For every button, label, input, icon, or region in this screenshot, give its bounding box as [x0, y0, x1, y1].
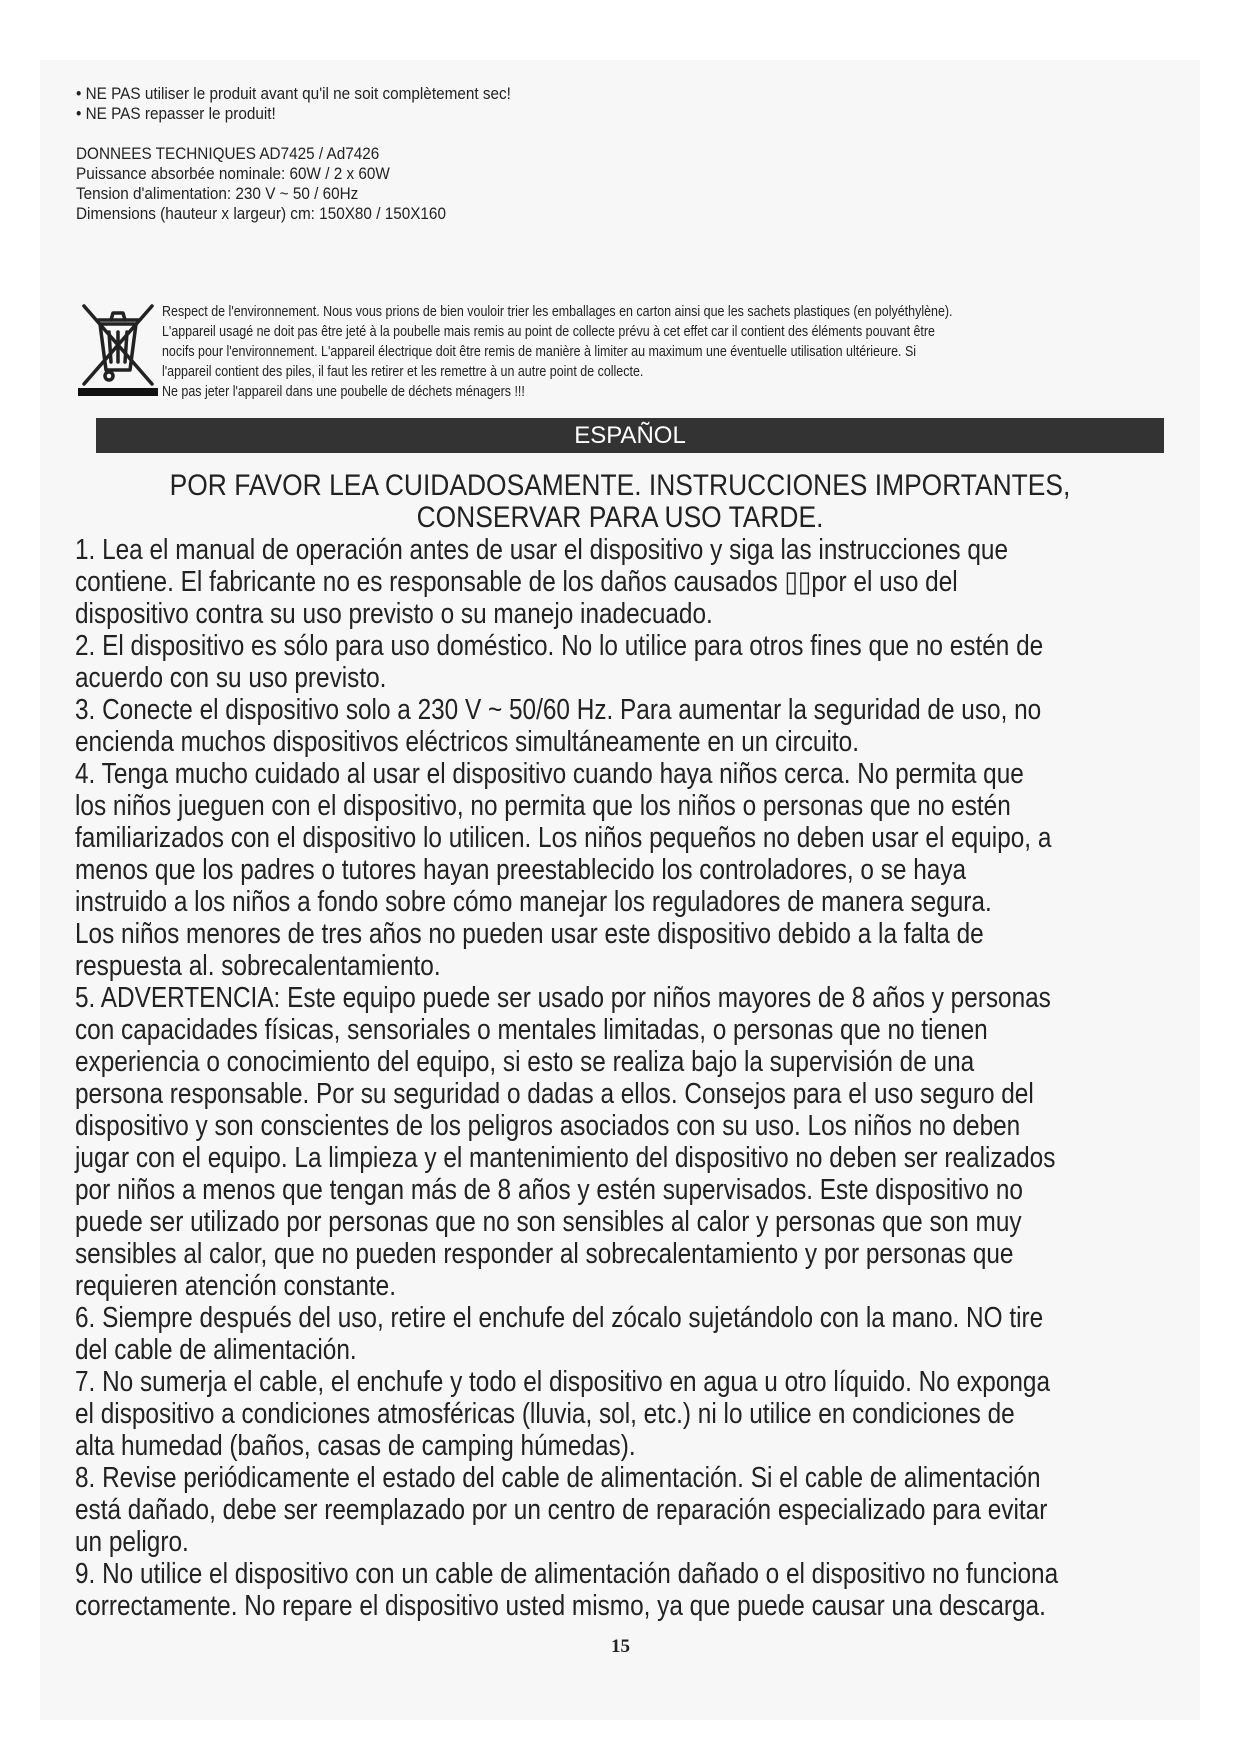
tech-data-title: DONNEES TECHNIQUES AD7425 / Ad7426 [76, 144, 380, 163]
instruction-line: 6. Siempre después del uso, retire el enchufe del zócalo sujetándolo con la mano. NO tire [75, 1302, 1044, 1334]
environment-line: l'appareil contient des piles, il faut les retirer et les remettre à un autre point de collecte. [162, 364, 644, 380]
instruction-line: puede ser utilizado por personas que no son sensibles al calor y personas que son muy [75, 1206, 1022, 1238]
instruction-line: por niños a menos que tengan más de 8 años y estén supervisados. Este dispositivo no [75, 1174, 1023, 1206]
instruction-line: el dispositivo a condiciones atmosféricas (lluvia, sol, etc.) ni lo utilice en condiciones de [75, 1398, 1015, 1430]
heading-line: POR FAVOR LEA CUIDADOSAMENTE. INSTRUCCIONES IMPORTANTES, [169, 469, 1071, 502]
warning-line: • NE PAS repasser le produit! [76, 104, 276, 123]
instructions-heading [80, 470, 1160, 534]
instruction-line: Los niños menores de tres años no pueden usar este dispositivo debido a la falta de [75, 918, 984, 950]
instruction-line: los niños jueguen con el dispositivo, no permita que los niños o personas que no estén [75, 790, 1011, 822]
instruction-line: acuerdo con su uso previsto. [75, 662, 387, 694]
instruction-line: 2. El dispositivo es sólo para uso doméstico. No lo utilice para otros fines que no estén de [75, 630, 1044, 662]
environment-line: Respect de l'environnement. Nous vous prions de bien vouloir trier les emballages en carton ainsi que les sachets plastiques (en polyéthylène). [162, 304, 953, 320]
language-section-bar: ESPAÑOL [96, 418, 1164, 453]
instruction-line: 8. Revise periódicamente el estado del cable de alimentación. Si el cable de alimentación [75, 1462, 1041, 1494]
instruction-line: 5. ADVERTENCIA: Este equipo puede ser usado por niños mayores de 8 años y personas [75, 982, 1051, 1014]
page-number: 15 [611, 1636, 630, 1657]
instruction-line: dispositivo y son conscientes de los peligros asociados con su uso. Los niños no deben [75, 1110, 1021, 1142]
tech-data-line: Dimensions (hauteur x largeur) cm: 150X80 / 150X160 [76, 204, 446, 223]
environment-notice [78, 298, 1188, 408]
instruction-line: del cable de alimentación. [75, 1334, 357, 1366]
safety-instructions [75, 534, 1167, 1622]
tech-data-line: Tension d'alimentation: 230 V ~ 50 / 60Hz [76, 184, 359, 203]
warning-line: • NE PAS utiliser le produit avant qu'il ne soit complètement sec! [76, 84, 511, 103]
instruction-line: un peligro. [75, 1526, 189, 1558]
instruction-line: familiarizados con el dispositivo lo utilicen. Los niños pequeños no deben usar el equipo, a [75, 822, 1052, 854]
instruction-line: encienda muchos dispositivos eléctricos simultáneamente en un circuito. [75, 726, 859, 758]
instruction-line: dispositivo contra su uso previsto o su manejo inadecuado. [75, 598, 713, 630]
crossed-out-wheelie-bin-icon [78, 298, 158, 398]
french-technical-section [76, 84, 1066, 224]
instruction-line: 3. Conecte el dispositivo solo a 230 V ~ 50/60 Hz. Para aumentar la seguridad de uso, no [75, 694, 1042, 726]
instruction-line: persona responsable. Por su seguridad o dadas a ellos. Consejos para el uso seguro del [75, 1078, 1034, 1110]
tech-data-line: Puissance absorbée nominale: 60W / 2 x 60W [76, 164, 390, 183]
instruction-line: alta humedad (baños, casas de camping húmedas). [75, 1430, 636, 1462]
environment-text [162, 302, 1220, 402]
instruction-line: con capacidades físicas, sensoriales o mentales limitadas, o personas que no tienen [75, 1014, 988, 1046]
instruction-line: 9. No utilice el dispositivo con un cable de alimentación dañado o el dispositivo no funciona [75, 1558, 1059, 1590]
instruction-line: contiene. El fabricante no es responsable de los daños causados ▯▯por el uso del [75, 566, 958, 598]
environment-line: L'appareil usagé ne doit pas être jeté à la poubelle mais remis au point de collecte prévu à cet effet car il contient des éléments pouvant être [162, 324, 935, 340]
environment-line: Ne pas jeter l'appareil dans une poubelle de déchets ménagers !!! [162, 384, 525, 400]
instruction-line: jugar con el equipo. La limpieza y el mantenimiento del dispositivo no deben ser realizados [75, 1142, 1056, 1174]
instruction-line: instruido a los niños a fondo sobre cómo manejar los reguladores de manera segura. [75, 886, 992, 918]
instruction-line: 7. No sumerja el cable, el enchufe y todo el dispositivo en agua u otro líquido. No exponga [75, 1366, 1051, 1398]
instruction-line: 1. Lea el manual de operación antes de usar el dispositivo y siga las instrucciones que [75, 534, 1009, 566]
instruction-line: correctamente. No repare el dispositivo usted mismo, ya que puede causar una descarga. [75, 1590, 1046, 1622]
instruction-line: experiencia o conocimiento del equipo, si esto se realiza bajo la supervisión de una [75, 1046, 975, 1078]
instruction-line: requieren atención constante. [75, 1270, 396, 1302]
instruction-line: menos que los padres o tutores hayan preestablecido los controladores, o se haya [75, 854, 967, 886]
instruction-line: respuesta al. sobrecalentamiento. [75, 950, 441, 982]
instruction-line: está dañado, debe ser reemplazado por un centro de reparación especializado para evitar [75, 1494, 1048, 1526]
heading-line: CONSERVAR PARA USO TARDE. [416, 501, 824, 534]
instruction-line: 4. Tenga mucho cuidado al usar el dispositivo cuando haya niños cerca. No permita que [75, 758, 1024, 790]
environment-line: nocifs pour l'environnement. L'appareil électrique doit être remis de manière à limiter au maximum une éventuelle utilisation ultérieure. Si [162, 344, 917, 360]
instruction-line: sensibles al calor, que no pueden responder al sobrecalentamiento y por personas que [75, 1238, 1014, 1270]
